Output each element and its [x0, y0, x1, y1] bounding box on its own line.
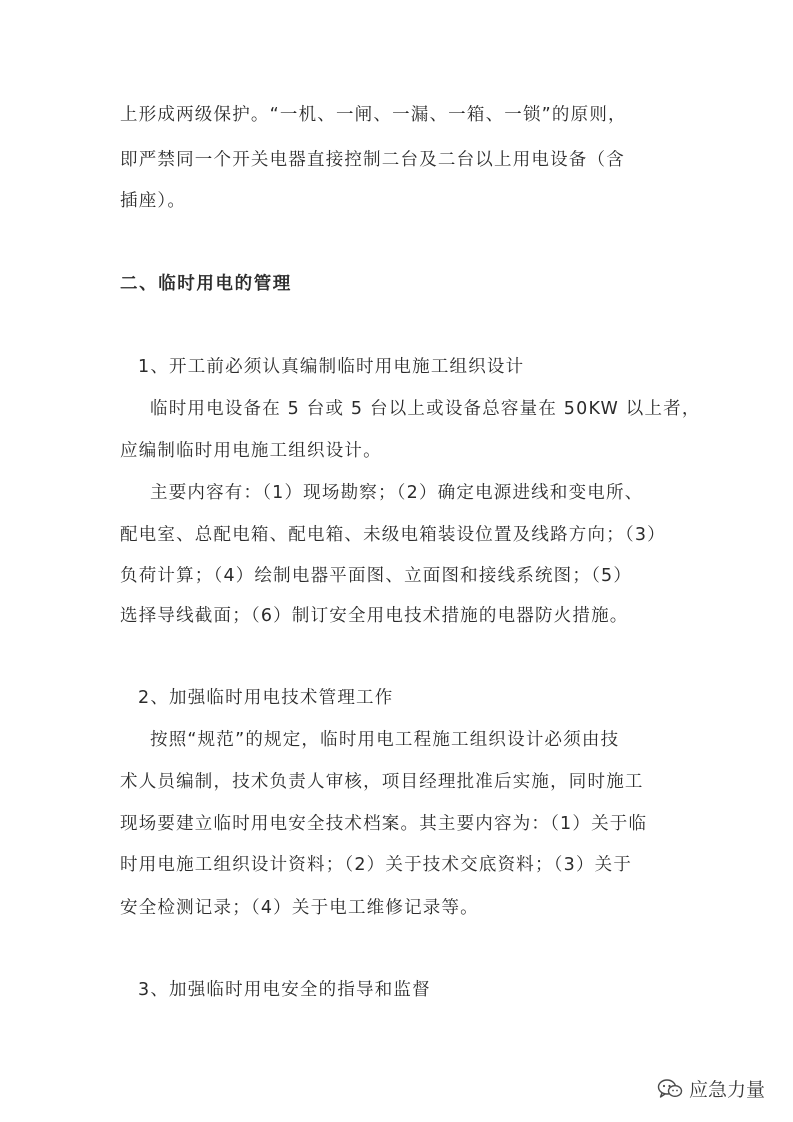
body-line: 上形成两级保护。“一机、一闸、一漏、一箱、一锁”的原则， [120, 105, 627, 125]
body-line: 负荷计算；（4）绘制电器平面图、立面图和接线系统图；（5） [120, 566, 633, 586]
body-line: 安全检测记录；（4）关于电工维修记录等。 [120, 898, 479, 918]
body-line: 即严禁同一个开关电器直接控制二台及二台以上用电设备（含 [120, 150, 625, 170]
body-line: 临时用电设备在 5 台或 5 台以上或设备总容量在 50KW 以上者， [150, 399, 701, 419]
subsection-title: 3、加强临时用电安全的指导和监督 [138, 980, 431, 1000]
watermark [657, 1075, 765, 1102]
subsection-title: 2、加强临时用电技术管理工作 [138, 688, 394, 708]
wechat-icon [657, 1078, 683, 1100]
section-heading: 二、临时用电的管理 [120, 274, 292, 294]
watermark-label: 应急力量 [688, 1080, 765, 1101]
body-line: 术人员编制，技术负责人审核，项目经理批准后实施，同时施工 [120, 772, 644, 792]
body-line: 插座）。 [120, 191, 187, 211]
body-line: 时用电施工组织设计资料；（2）关于技术交底资料；（3）关于 [120, 855, 633, 875]
body-line: 按照“规范”的规定，临时用电工程施工组织设计必须由技 [150, 730, 620, 750]
body-line: 现场要建立临时用电安全技术档案。其主要内容为：（1）关于临 [120, 814, 648, 834]
body-line: 主要内容有：（1）现场勘察；（2）确定电源进线和变电所、 [150, 483, 644, 503]
subsection-title: 1、开工前必须认真编制临时用电施工组织设计 [138, 357, 525, 377]
body-line: 配电室、总配电箱、配电箱、未级电箱装设位置及线路方向；（3） [120, 525, 666, 545]
body-line: 应编制临时用电施工组织设计。 [120, 441, 382, 461]
body-line: 选择导线截面；（6）制订安全用电技术措施的电器防火措施。 [120, 606, 629, 626]
